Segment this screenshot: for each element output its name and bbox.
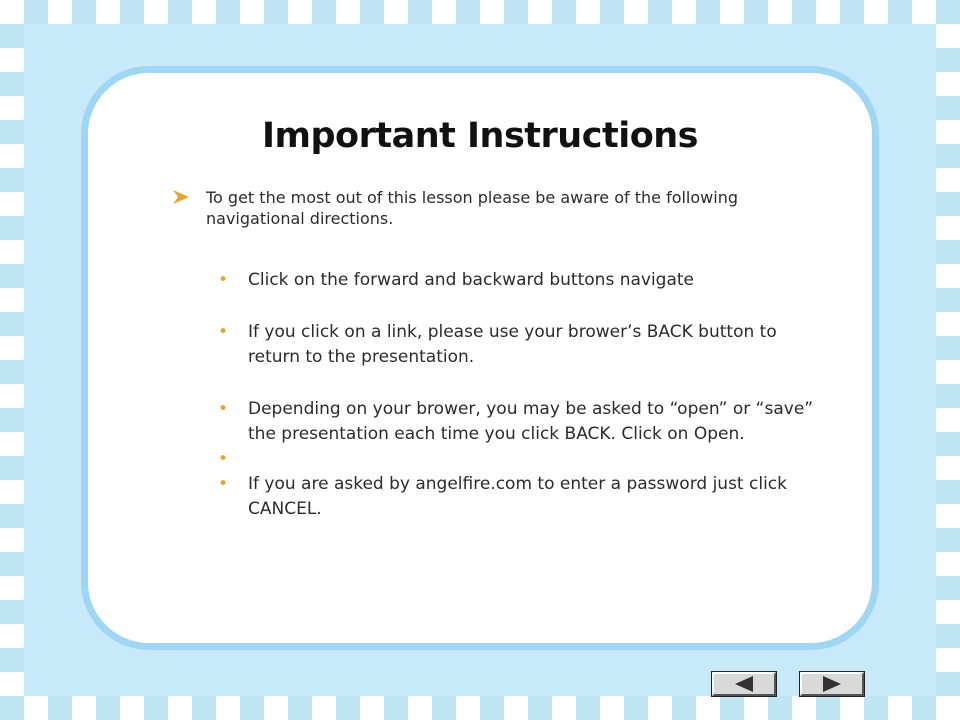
list-item bbox=[218, 320, 818, 370]
bullet-dot: • bbox=[218, 449, 229, 469]
bullet-dot: • bbox=[218, 399, 229, 419]
list-item-text: If you click on a link, please use your brower’s BACK button to return to the presentation. bbox=[248, 322, 777, 367]
list-item bbox=[218, 472, 818, 522]
list-item-text bbox=[248, 449, 253, 469]
instruction-list bbox=[218, 268, 818, 522]
list-item bbox=[218, 447, 818, 472]
bullet-dot: • bbox=[218, 474, 229, 494]
bullet-dot: • bbox=[218, 270, 229, 290]
slide-title: Important Instructions bbox=[262, 116, 698, 156]
lead-text: To get the most out of this lesson please be aware of the following navigational directions. bbox=[206, 188, 738, 228]
list-item-text: Click on the forward and backward buttons navigate bbox=[248, 270, 695, 290]
list-item-text: If you are asked by angelfire.com to enter a password just click CANCEL. bbox=[248, 474, 787, 519]
bullet-dot: • bbox=[218, 322, 229, 342]
lead-paragraph bbox=[172, 187, 812, 229]
triangle-right-icon bbox=[821, 675, 843, 693]
back-button[interactable] bbox=[712, 672, 776, 696]
triangle-left-icon bbox=[733, 675, 755, 693]
list-item bbox=[218, 397, 818, 447]
forward-button[interactable] bbox=[800, 672, 864, 696]
arrow-bullet-icon bbox=[172, 188, 190, 206]
list-item bbox=[218, 268, 818, 293]
list-item-text: Depending on your brower, you may be asked to “open” or “save” the presentation each time you click BACK. Click on Open. bbox=[248, 399, 814, 444]
